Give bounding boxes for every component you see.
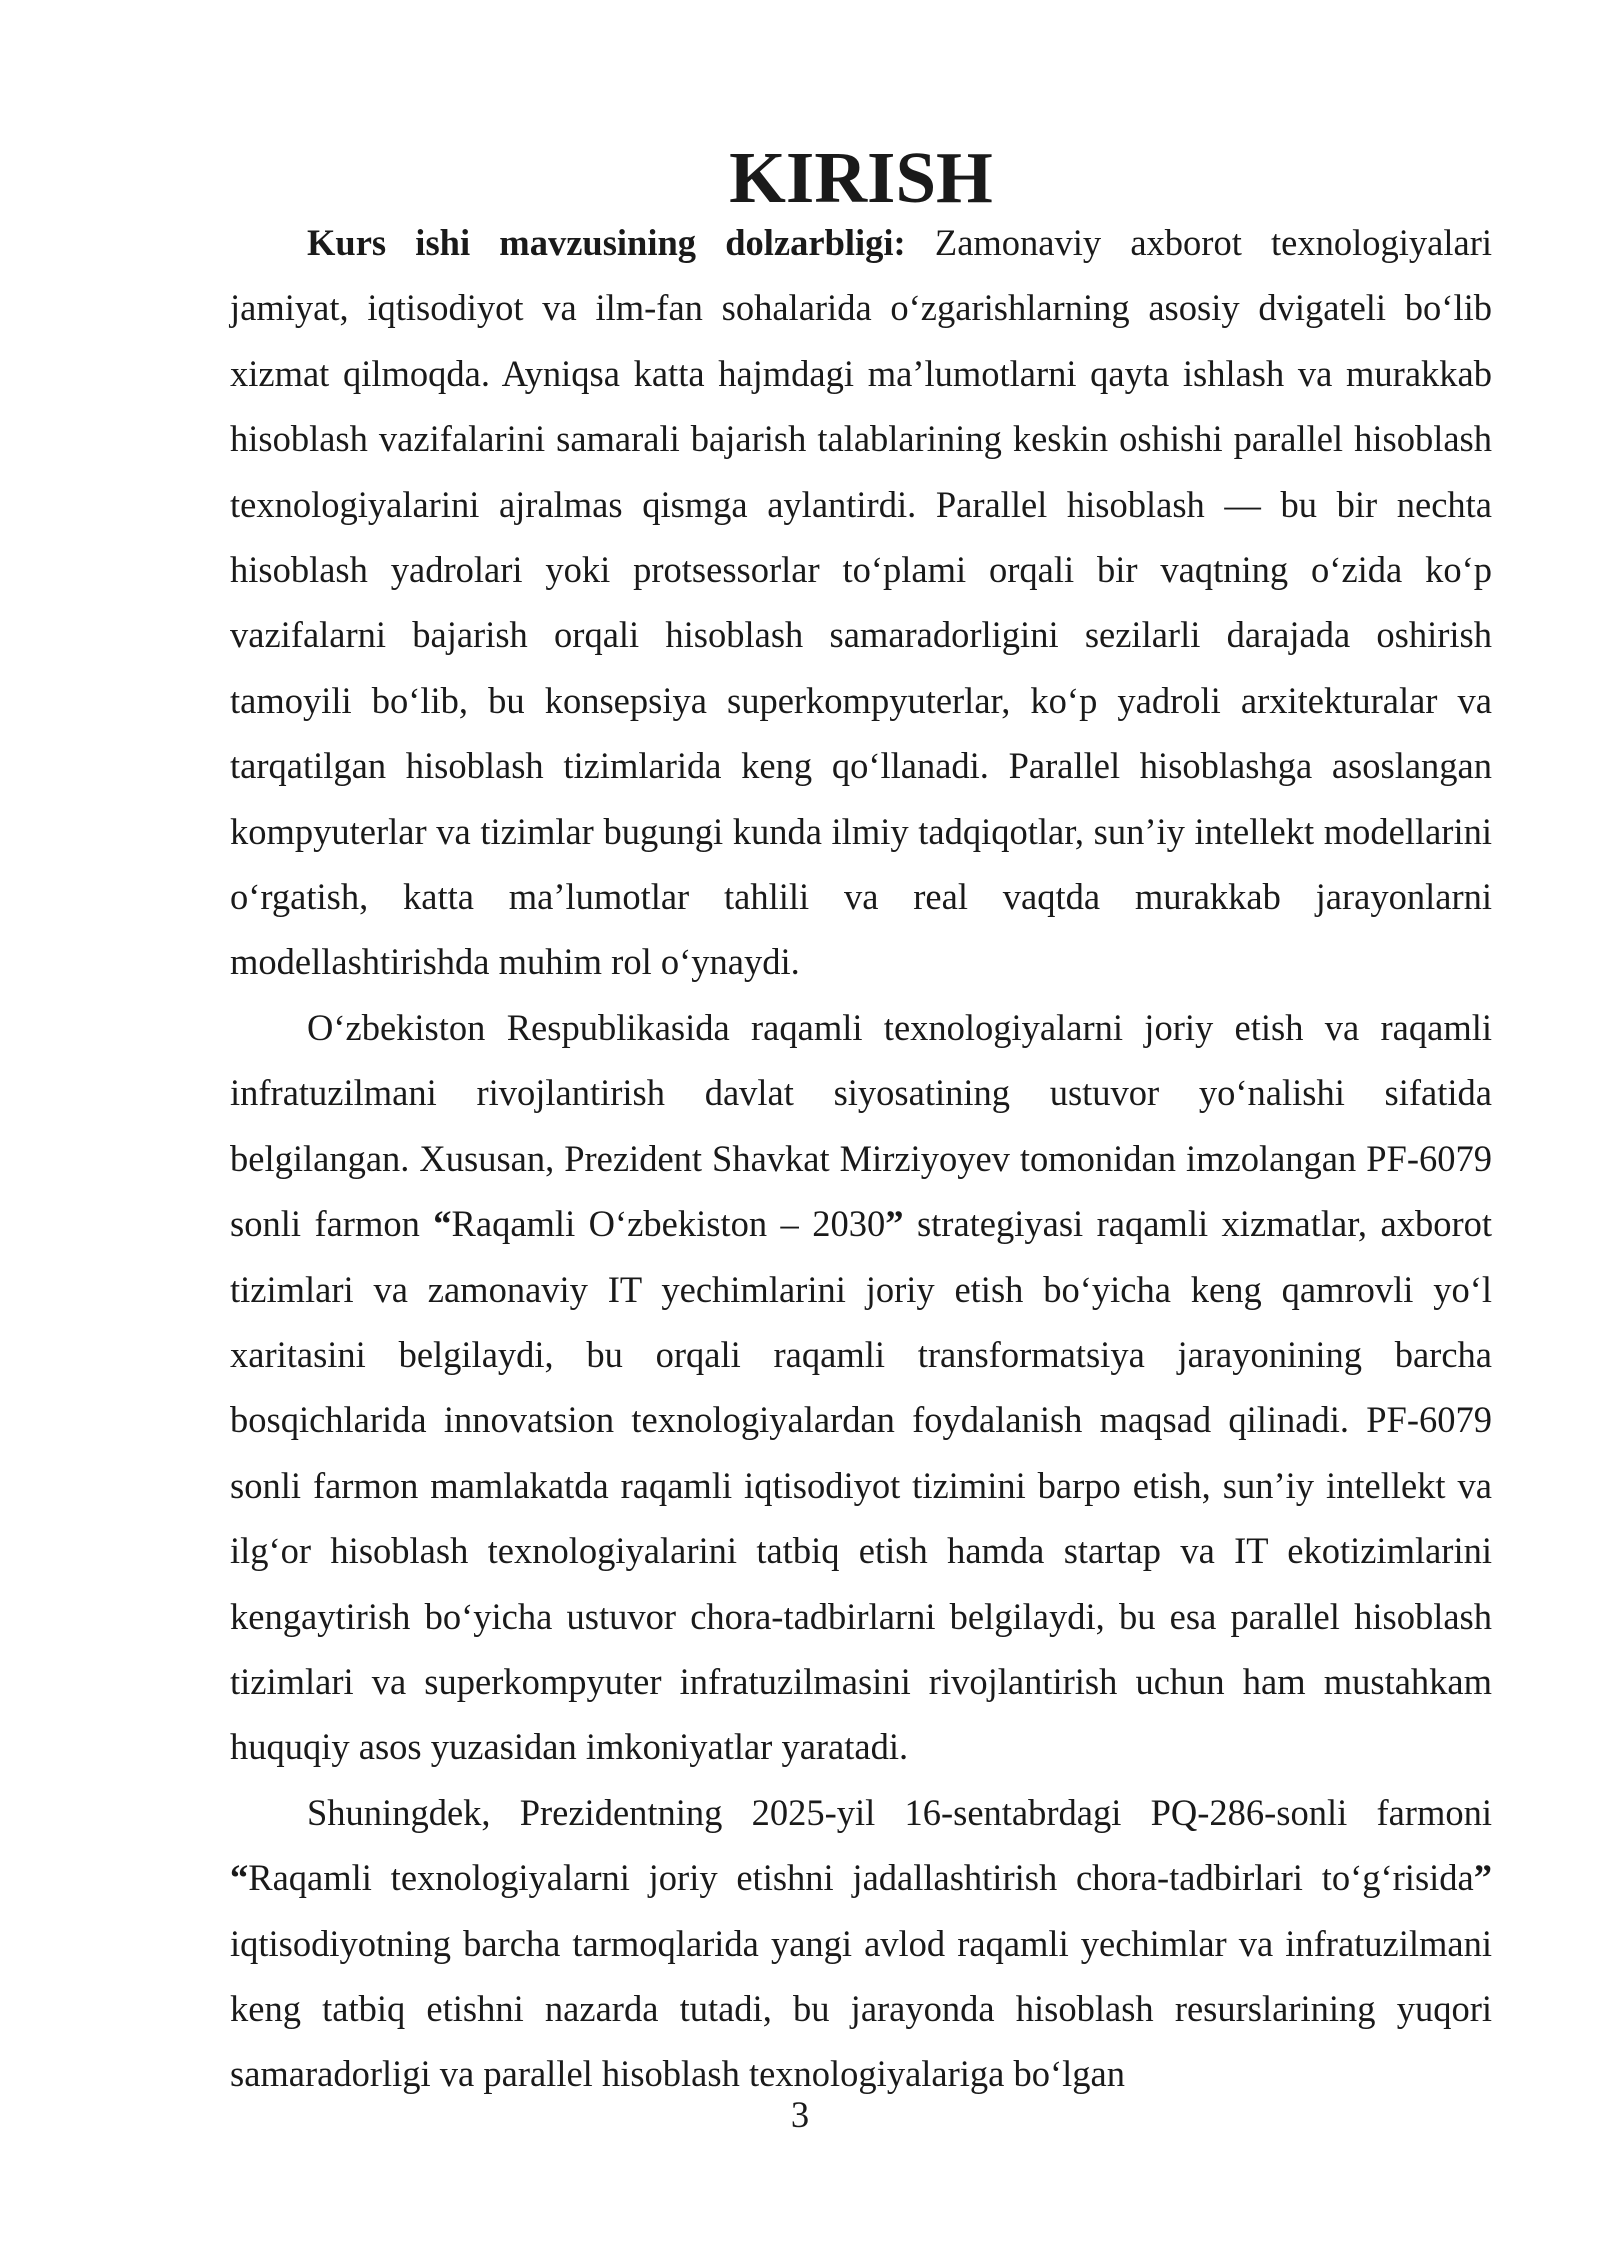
quote-close-mark: ”: [885, 1203, 904, 1245]
paragraph-text: Zamonaviy axborot texnologiyalari jamiyat, iqtisodiyot va ilm-fan sohalarida o‘zgarishlarning asosiy dvigateli bo‘lib xizmat qilmoqda. Ayniqsa katta hajmdagi ma’lumotlarni qayta ishlash va murakkab hisoblash vazifalarini samarali bajarish talablarining keskin oshishi parallel hisoblash texnologiyalarini ajralmas qismga aylantirdi. Parallel hisoblash — bu bir nechta hisoblash yadrolari yoki protsessorlar to‘plami orqali bir vaqtning o‘zida ko‘p vazifalarni bajarish orqali hisoblash samaradorligini sezilarli darajada oshirish tamoyili bo‘lib, bu konsepsiya superkompyuterlar, ko‘p yadroli arxitekturalar va tarqatilgan hisoblash tizimlarida keng qo‘llanadi. Parallel hisoblashga asoslangan kompyuterlar va tizimlar bugungi kunda ilmiy tadqiqotlar, sun’iy intellekt modellarini o‘rgatish, katta ma’lumotlar tahlili va real vaqtda murakkab jarayonlarni modellashtirishda muhim rol o‘ynaydi.: [230, 222, 1492, 983]
paragraph-uzbekistan-policy: [230, 995, 1492, 1780]
document-page: [230, 137, 1492, 2107]
paragraph-lead-heading: Kurs ishi mavzusining dolzarbligi:: [307, 222, 906, 263]
quoted-title: Raqamli texnologiyalarni joriy etishni jadallashtirish chora-tadbirlari to‘g‘risida: [248, 1857, 1474, 1899]
paragraph-relevance: [230, 210, 1492, 995]
paragraph-text: iqtisodiyotning barcha tarmoqlarida yangi avlod raqamli yechimlar va infratuzilmani keng tatbiq etishni nazarda tutadi, bu jarayonda hisoblash resurslarining yuqori samaradorligi va parallel hisoblash texnologiyalariga bo‘lgan: [230, 1922, 1492, 2095]
quote-close-mark: ”: [1473, 1857, 1492, 1899]
paragraph-presidential-decree: [230, 1780, 1492, 2107]
page-number: 3: [790, 2094, 810, 2135]
paragraph-text: O‘zbekiston Respublikasida raqamli texnologiyalarni joriy etish va raqamli infratuzilmani rivojlantirish davlat siyosatining ustuvor yo‘nalishi sifatida belgilangan. Xususan, Prezident Shavkat Mirziyoyev tomonidan imzolangan PF-6079 sonli farmon: [230, 1006, 1492, 1245]
quote-open-mark: “: [433, 1203, 452, 1245]
section-title: KIRISH: [729, 137, 993, 218]
quote-open-mark: “: [230, 1857, 249, 1899]
paragraph-text: strategiyasi raqamli xizmatlar, axborot tizimlari va zamonaviy IT yechimlarini joriy etish bo‘yicha keng qamrovli yo‘l xaritasini belgilaydi, bu orqali raqamli transformatsiya jarayonining barcha bosqichlarida innovatsion texnologiyalardan foydalanish maqsad qilinadi. PF-6079 sonli farmon mamlakatda raqamli iqtisodiyot tizimini barpo etish, sun’iy intellekt va ilg‘or hisoblash texnologiyalarini tatbiq etish hamda startap va IT ekotizimlarini kengaytirish bo‘yicha ustuvor chora-tadbirlarni belgilaydi, bu esa parallel hisoblash tizimlari va superkompyuter infratuzilmasini rivojlantirish uchun ham mustahkam huquqiy asos yuzasidan imkoniyatlar yaratadi.: [230, 1203, 1492, 1768]
paragraph-text: Shuningdek, Prezidentning 2025-yil 16-sentabrdagi PQ-286-sonli farmoni: [307, 1791, 1492, 1833]
quoted-title: Raqamli O‘zbekiston – 2030: [451, 1203, 886, 1245]
